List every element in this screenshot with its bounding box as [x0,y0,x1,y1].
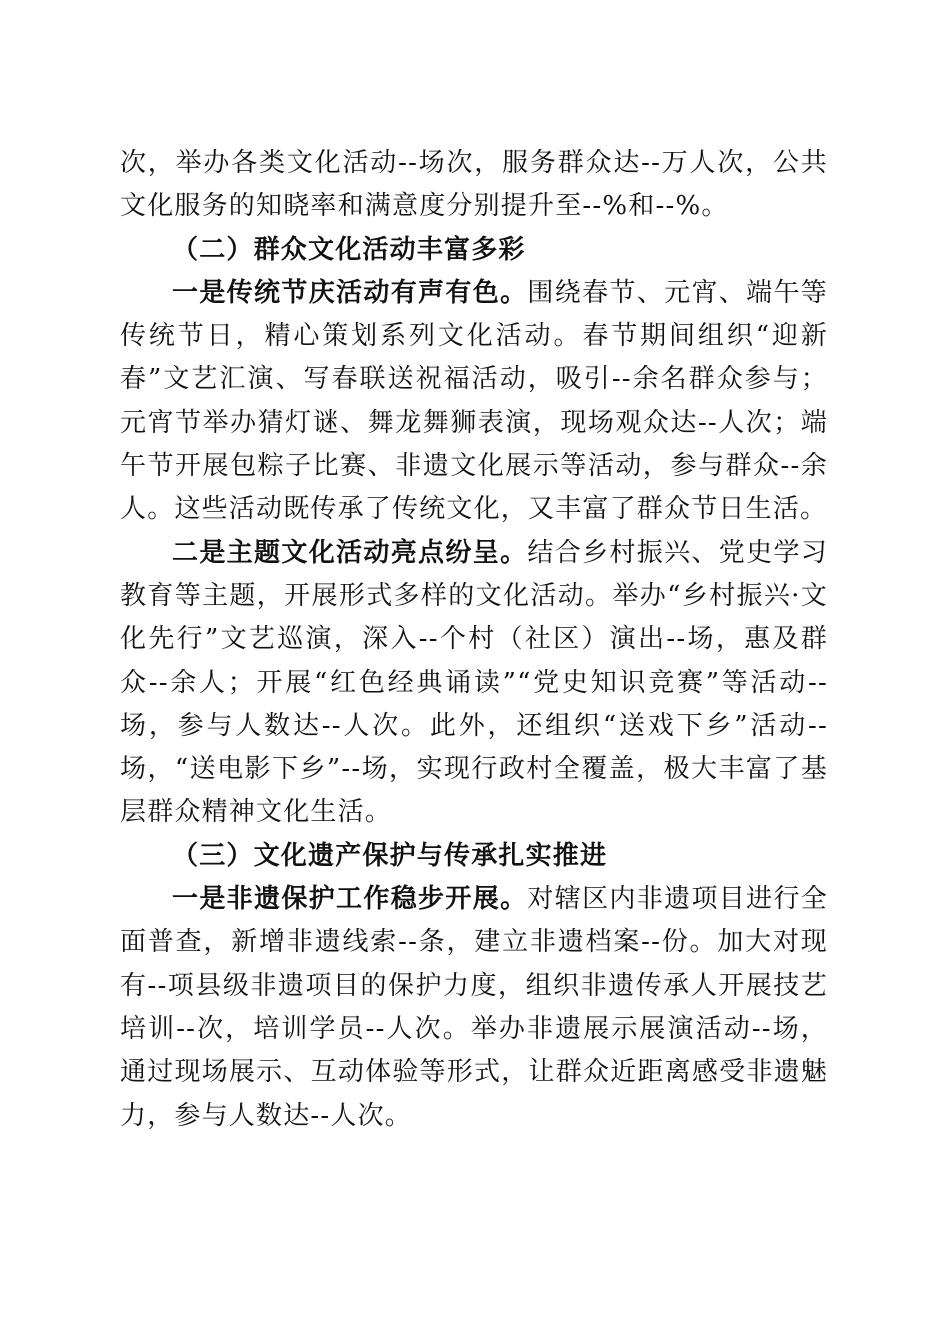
paragraph-traditional-festivals [120,272,828,532]
lead-sentence-intangible-heritage: 一是非遗保护工作稳步开展。 [172,884,528,915]
section-heading-mass-culture: （二）群众文化活动丰富多彩 [172,234,526,265]
body-text-themed-activities: 结合乡村振兴、党史学习教育等主题，开展形式多样的文化活动。举办“乡村振兴·文化先行”文艺巡演，深入--个村（社区）演出--场，惠及群众--余人；开展“红色经典诵读”“党史知识竞赛”等活动--场，参与人数达--人次。此外，还组织“送戏下乡”活动--场，“送电影下乡”--场，实现行政村全覆盖，极大丰富了基层群众精神文化生活。 [120,537,828,828]
body-text-traditional-festivals: 围绕春节、元宵、端午等传统节日，精心策划系列文化活动。春节期间组织“迎新春”文艺汇演、写春联送祝福活动，吸引--余名群众参与；元宵节举办猜灯谜、舞龙舞狮表演，现场观众达--人次；端午节开展包粽子比赛、非遗文化展示等活动，参与群众--余人。这些活动既传承了传统文化，又丰富了群众节日生活。 [120,277,828,525]
body-text-intangible-heritage: 对辖区内非遗项目进行全面普查，新增非遗线索--条，建立非遗档案--份。加大对现有--项县级非遗项目的保护力度，组织非遗传承人开展技艺培训--次，培训学员--人次。举办非遗展示展演活动--场，通过现场展示、互动体验等形式，让群众近距离感受非遗魅力，参与人数达--人次。 [120,884,828,1131]
section-heading-heritage-protection: （三）文化遗产保护与传承扎实推进 [172,840,608,871]
paragraph-themed-activities [120,532,828,835]
paragraph-public-service-summary: 次，举办各类文化活动--场次，服务群众达--万人次，公共文化服务的知晓率和满意度分别提升至--%和--%。 [120,148,828,222]
paragraph-intangible-heritage [120,878,828,1138]
document-page [120,142,828,1138]
lead-sentence-themed-activities: 二是主题文化活动亮点纷呈。 [172,537,528,568]
lead-sentence-traditional-festivals: 一是传统节庆活动有声有色。 [172,277,528,308]
